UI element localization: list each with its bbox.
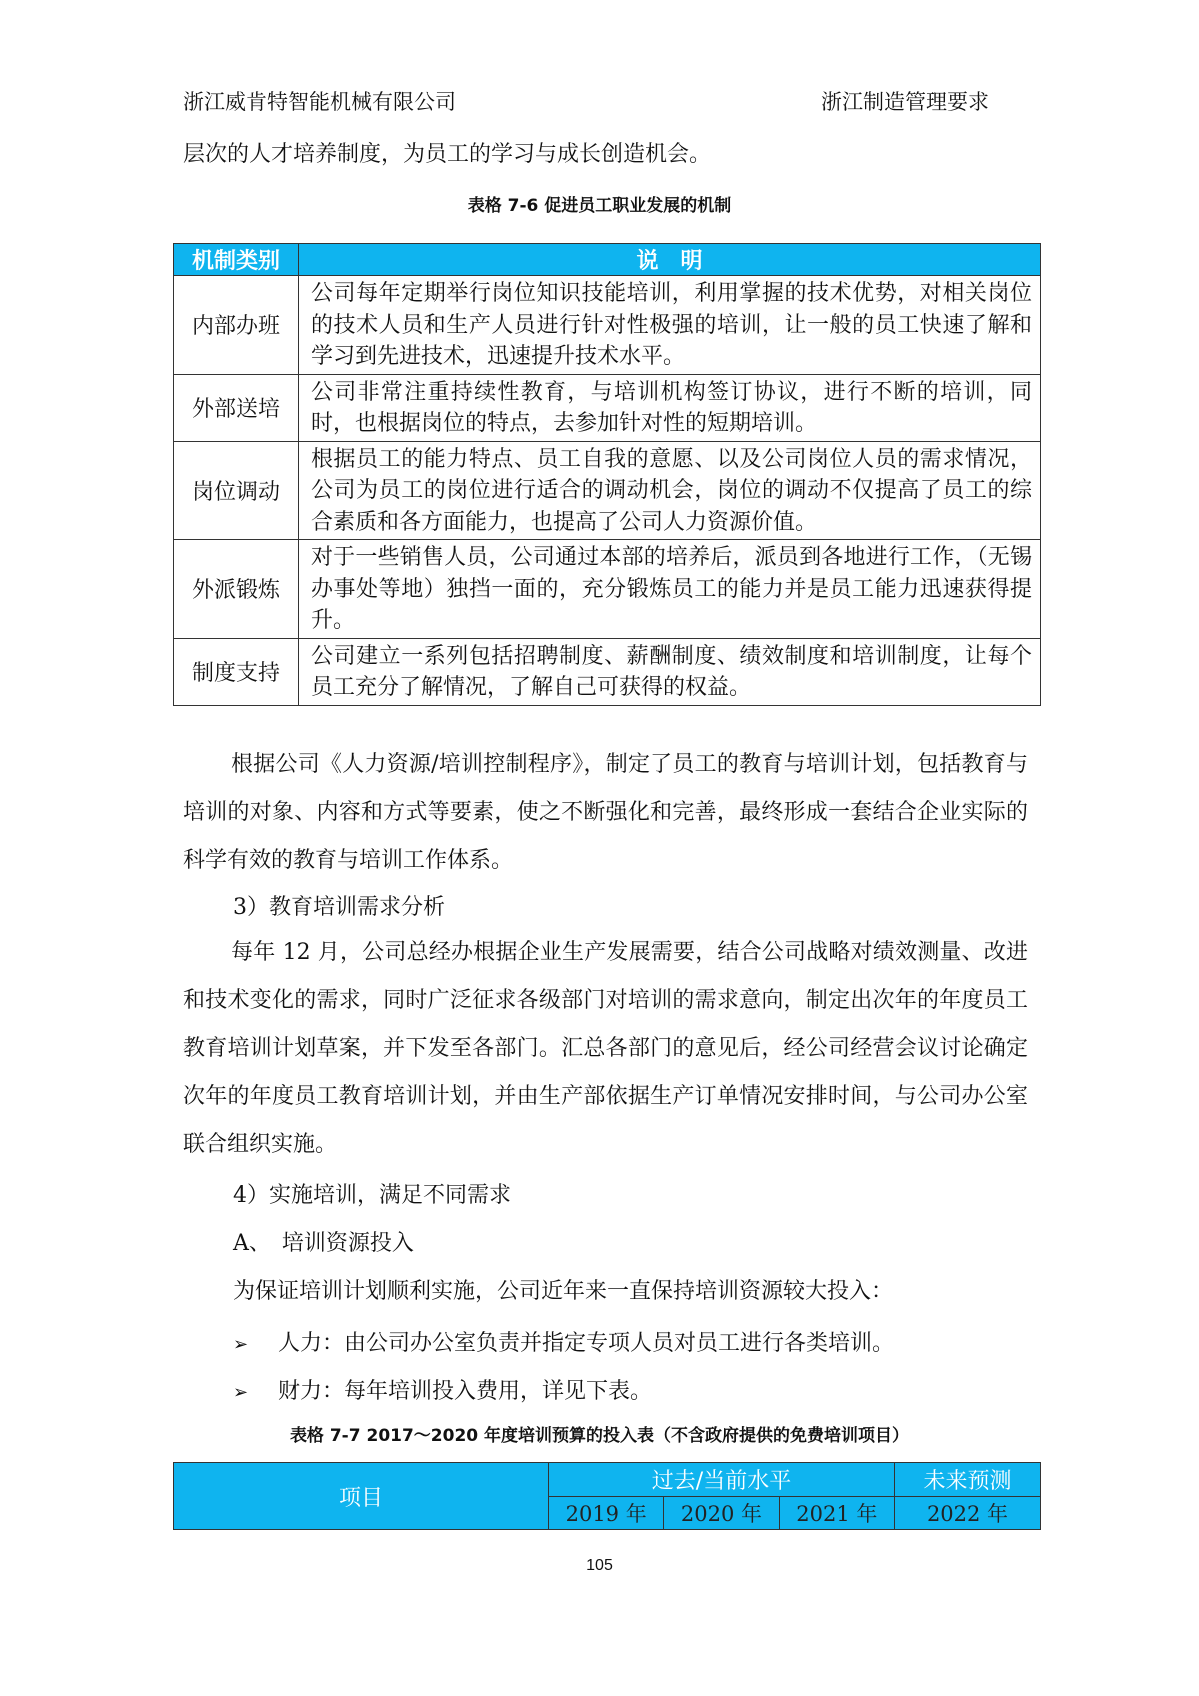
row-category: 内部办班 <box>174 276 299 375</box>
row-category: 岗位调动 <box>174 441 299 540</box>
training-budget-table <box>173 1462 1041 1530</box>
header-doc-title: 浙江制造管理要求 <box>821 90 989 114</box>
row-desc: 对于一些销售人员，公司通过本部的培养后，派员到各地进行工作，（无锡办事处等地）独挡一面的，充分锻炼员工的能力并是员工能力迅速获得提升。 <box>299 540 1041 639</box>
table2-caption: 表格 7-7 2017～2020 年度培训预算的投入表（不含政府提供的免费培训项目） <box>289 1426 910 1446</box>
header-company: 浙江威肯特智能机械有限公司 <box>183 90 456 114</box>
bullet-text: 财力：每年培训投入费用，详见下表。 <box>278 1379 653 1404</box>
table-row <box>174 276 1041 375</box>
table-row <box>174 374 1041 441</box>
subheading-training-resources: A、 培训资源投入 <box>233 1231 414 1256</box>
page-number: 105 <box>586 1557 613 1574</box>
table-header-row <box>174 1463 1041 1497</box>
col-item-header: 项目 <box>174 1463 549 1530</box>
row-desc: 根据员工的能力特点、员工自我的意愿、以及公司岗位人员的需求情况，公司为员工的岗位进行适合的调动机会，岗位的调动不仅提高了员工的综合素质和各方面能力，也提高了公司人力资源价值。 <box>299 441 1041 540</box>
group-past-header: 过去/当前水平 <box>549 1463 895 1497</box>
row-category: 外部送培 <box>174 374 299 441</box>
row-category: 外派锻炼 <box>174 540 299 639</box>
year-cell: 2021 年 <box>779 1497 894 1530</box>
table-row <box>174 638 1041 705</box>
arrow-bullet-icon: ➢ <box>233 1334 249 1355</box>
col-desc-header: 说 明 <box>299 244 1041 276</box>
row-desc: 公司每年定期举行岗位知识技能培训，利用掌握的技术优势，对相关岗位的技术人员和生产人员进行针对性极强的培训，让一般的员工快速了解和学习到先进技术，迅速提升技术水平。 <box>299 276 1041 375</box>
col-category-header: 机制类别 <box>174 244 299 276</box>
career-mechanism-table <box>173 243 1041 706</box>
intro-line: 层次的人才培养制度，为员工的学习与成长创造机会。 <box>183 142 712 167</box>
row-category: 制度支持 <box>174 638 299 705</box>
table1-caption: 表格 7-6 促进员工职业发展的机制 <box>467 196 732 216</box>
paragraph-training-plan: 根据公司《人力资源/培训控制程序》，制定了员工的教育与培训计划，包括教育与培训的对象、内容和方式等要素，使之不断强化和完善，最终形成一套结合企业实际的科学有效的教育与培训工作体系。 <box>183 752 1028 873</box>
table-header-row <box>174 244 1041 276</box>
bullet-text: 人力：由公司办公室负责并指定专项人员对员工进行各类培训。 <box>278 1331 895 1356</box>
heading-implement-training: 4）实施培训，满足不同需求 <box>233 1183 511 1208</box>
group-future-header: 未来预测 <box>895 1463 1041 1497</box>
paragraph-resource-input: 为保证培训计划顺利实施，公司近年来一直保持培训资源较大投入： <box>233 1279 894 1304</box>
row-desc: 公司非常注重持续性教育，与培训机构签订协议，进行不断的培训，同时，也根据岗位的特点，去参加针对性的短期培训。 <box>299 374 1041 441</box>
heading-needs-analysis: 3）教育培训需求分析 <box>233 895 445 920</box>
row-desc: 公司建立一系列包括招聘制度、薪酬制度、绩效制度和培训制度，让每个员工充分了解情况，了解自己可获得的权益。 <box>299 638 1041 705</box>
table-row <box>174 540 1041 639</box>
table-row <box>174 441 1041 540</box>
bullet-item <box>233 1374 652 1405</box>
year-cell: 2020 年 <box>664 1497 779 1530</box>
paragraph-needs-analysis: 每年 12 月，公司总经办根据企业生产发展需要，结合公司战略对绩效测量、改进和技术变化的需求，同时广泛征求各级部门对培训的需求意向，制定出次年的年度员工教育培训计划草案，并下发至各部门。汇总各部门的意见后，经公司经营会议讨论确定次年的年度员工教育培训计划，并由生产部依据生产订单情况安排时间，与公司办公室联合组织实施。 <box>183 940 1028 1157</box>
year-cell: 2019 年 <box>549 1497 664 1530</box>
year-cell: 2022 年 <box>895 1497 1041 1530</box>
arrow-bullet-icon: ➢ <box>233 1382 249 1403</box>
bullet-item <box>233 1326 894 1357</box>
